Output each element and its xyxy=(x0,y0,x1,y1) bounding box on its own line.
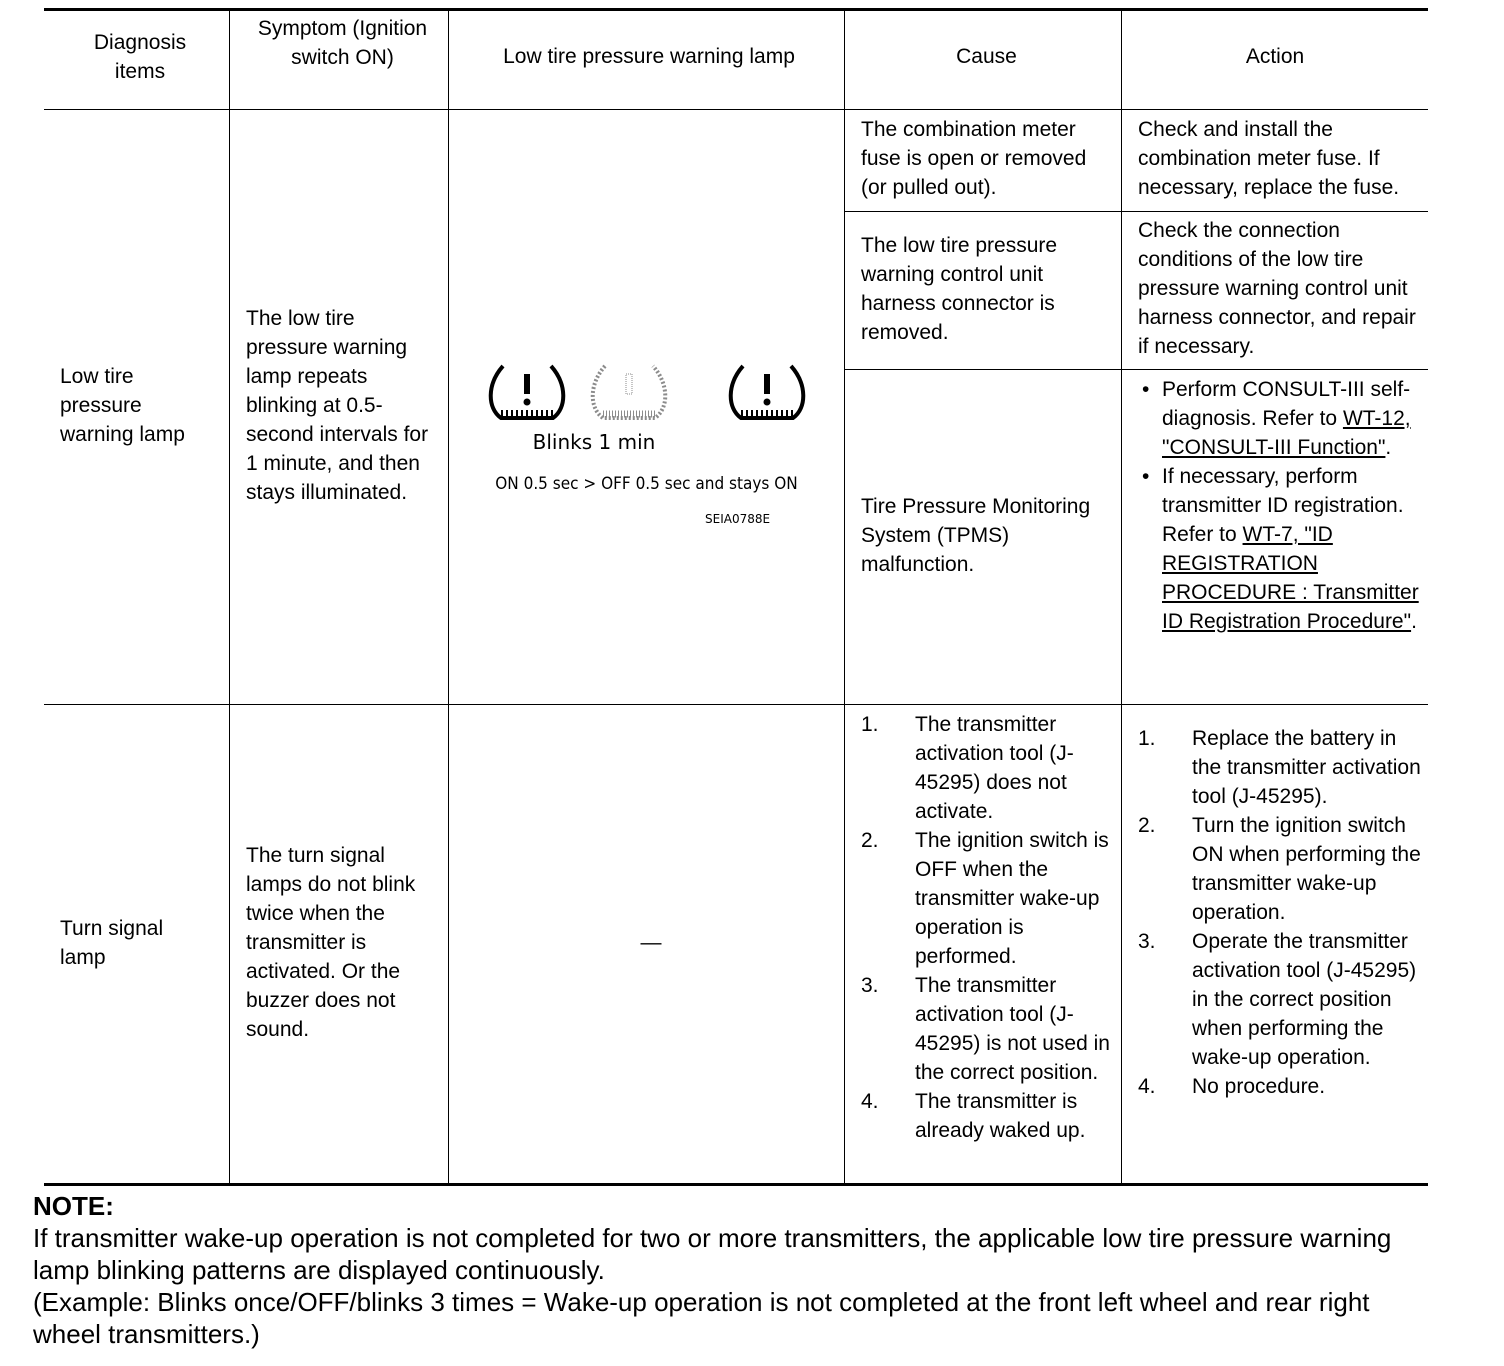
header-symptom: Symptom (Ignition switch ON) xyxy=(257,17,428,69)
item-text: Replace the battery in the transmitter activation tool (J-45295). xyxy=(1192,727,1421,808)
cause-divider-2 xyxy=(845,369,1428,370)
header-action: Action xyxy=(1245,45,1305,68)
list-item xyxy=(1138,375,1420,462)
row1-action-3 xyxy=(1138,375,1420,636)
note-title: NOTE: xyxy=(33,1191,114,1221)
row1-action-1: Check and install the combination meter fuse. If necessary, replace the fuse. xyxy=(1138,118,1400,199)
figure-id: SEIA0788E xyxy=(705,512,771,526)
row1-cause-1: The combination meter fuse is open or removed (or pulled out). xyxy=(861,118,1087,199)
row2-symptom: The turn signal lamps do not blink twice when the transmitter is activated. Or the buzzer does not sound. xyxy=(246,844,416,1041)
list-item xyxy=(1138,462,1420,636)
row1-cause-2: The low tire pressure warning control unit harness connector is removed. xyxy=(861,234,1058,344)
cause-divider-1 xyxy=(845,211,1428,212)
row1-cause-3: Tire Pressure Monitoring System (TPMS) malfunction. xyxy=(861,495,1091,576)
action-bullet-list xyxy=(1138,375,1420,636)
consult-iii-function-link[interactable]: WT-12, "CONSULT-III Function" xyxy=(1162,407,1411,459)
note-line-1: If transmitter wake-up operation is not completed for two or more transmitters, the applicable low tire pressure warning lamp blinking patterns are displayed continuously. xyxy=(33,1223,1392,1285)
item-number: 4. xyxy=(861,1090,879,1113)
cause-numbered-list xyxy=(861,710,1117,1145)
item-number: 2. xyxy=(861,829,879,852)
table-bottom-rule xyxy=(44,1183,1428,1186)
row2-diagnosis: Turn signal lamp xyxy=(60,917,164,969)
row1-action-2: Check the connection conditions of the low tire pressure warning control unit harness connector, and repair if necessary. xyxy=(1138,219,1416,358)
note-line-2: (Example: Blinks once/OFF/blinks 3 times = Wake-up operation is not completed at the front left wheel and rear right wheel transmitters.) xyxy=(33,1287,1370,1349)
header-lamp: Low tire pressure warning lamp xyxy=(503,45,795,68)
tire-warning-icon xyxy=(491,366,564,418)
item-number: 2. xyxy=(1138,814,1156,837)
row1-symptom: The low tire pressure warning lamp repeats blinking at 0.5-second intervals for 1 minute, and then stays illuminated. xyxy=(246,307,429,504)
item-number: 3. xyxy=(861,974,879,997)
list-item xyxy=(861,1087,1117,1145)
item-text: No procedure. xyxy=(1192,1075,1326,1098)
bullet-glyph: • xyxy=(1142,378,1150,401)
table-top-rule xyxy=(44,8,1428,11)
row-divider xyxy=(44,704,1428,705)
item-text: Operate the transmitter activation tool (J-45295) in the correct position when performing the wake-up operation. xyxy=(1192,930,1417,1069)
col-divider-2 xyxy=(448,10,449,1184)
row2-lamp-dash: — xyxy=(640,931,662,954)
list-item xyxy=(1138,927,1422,1072)
header-bottom-rule xyxy=(44,109,1428,110)
list-item xyxy=(861,710,1117,826)
row2-actions xyxy=(1138,724,1422,1101)
col-divider-4 xyxy=(1121,10,1122,1184)
item-text: Turn the ignition switch ON when performing the transmitter wake-up operation. xyxy=(1192,814,1421,924)
on-off-label: ON 0.5 sec > OFF 0.5 sec and stays ON xyxy=(495,474,798,494)
item-number: 1. xyxy=(861,713,879,736)
blink-pattern-figure xyxy=(449,352,844,532)
item-text: The transmitter activation tool (J-45295) is not used in the correct position. xyxy=(915,974,1110,1084)
tire-warning-icons xyxy=(449,352,844,432)
col-divider-1 xyxy=(229,10,230,1184)
item-number: 4. xyxy=(1138,1075,1156,1098)
col-divider-3 xyxy=(844,10,845,1184)
bullet2-end: . xyxy=(1411,610,1417,633)
tire-warning-icon xyxy=(731,366,804,418)
note-block xyxy=(33,1190,1443,1350)
list-item xyxy=(1138,811,1422,927)
bullet2-text: If necessary, perform transmitter ID registration. Refer to xyxy=(1162,465,1404,546)
item-text: The ignition switch is OFF when the transmitter wake-up operation is performed. xyxy=(915,829,1109,968)
row1-diagnosis: Low tire pressure warning lamp xyxy=(60,365,185,446)
item-text: The transmitter is already waked up. xyxy=(915,1090,1086,1142)
list-item xyxy=(1138,1072,1422,1101)
row2-causes xyxy=(861,710,1117,1145)
bullet1-end: . xyxy=(1385,436,1392,459)
bullet1-text: Perform CONSULT-III self-diagnosis. Refer to xyxy=(1162,378,1411,430)
list-item xyxy=(861,826,1117,971)
list-item xyxy=(1138,724,1422,811)
item-number: 1. xyxy=(1138,727,1156,750)
item-number: 3. xyxy=(1138,930,1156,953)
blinks-label: Blinks 1 min xyxy=(532,430,656,454)
action-numbered-list xyxy=(1138,724,1422,1101)
item-text: The transmitter activation tool (J-45295) does not activate. xyxy=(915,713,1074,823)
tire-warning-dim-icon xyxy=(593,366,666,418)
id-registration-procedure-link[interactable]: WT-7, "ID REGISTRATION PROCEDURE : Transmitter ID Registration Procedure" xyxy=(1162,523,1419,633)
header-diagnosis: Diagnosis items xyxy=(93,31,187,83)
bullet-glyph: • xyxy=(1142,465,1150,488)
list-item xyxy=(861,971,1117,1087)
header-cause: Cause xyxy=(956,45,1017,68)
